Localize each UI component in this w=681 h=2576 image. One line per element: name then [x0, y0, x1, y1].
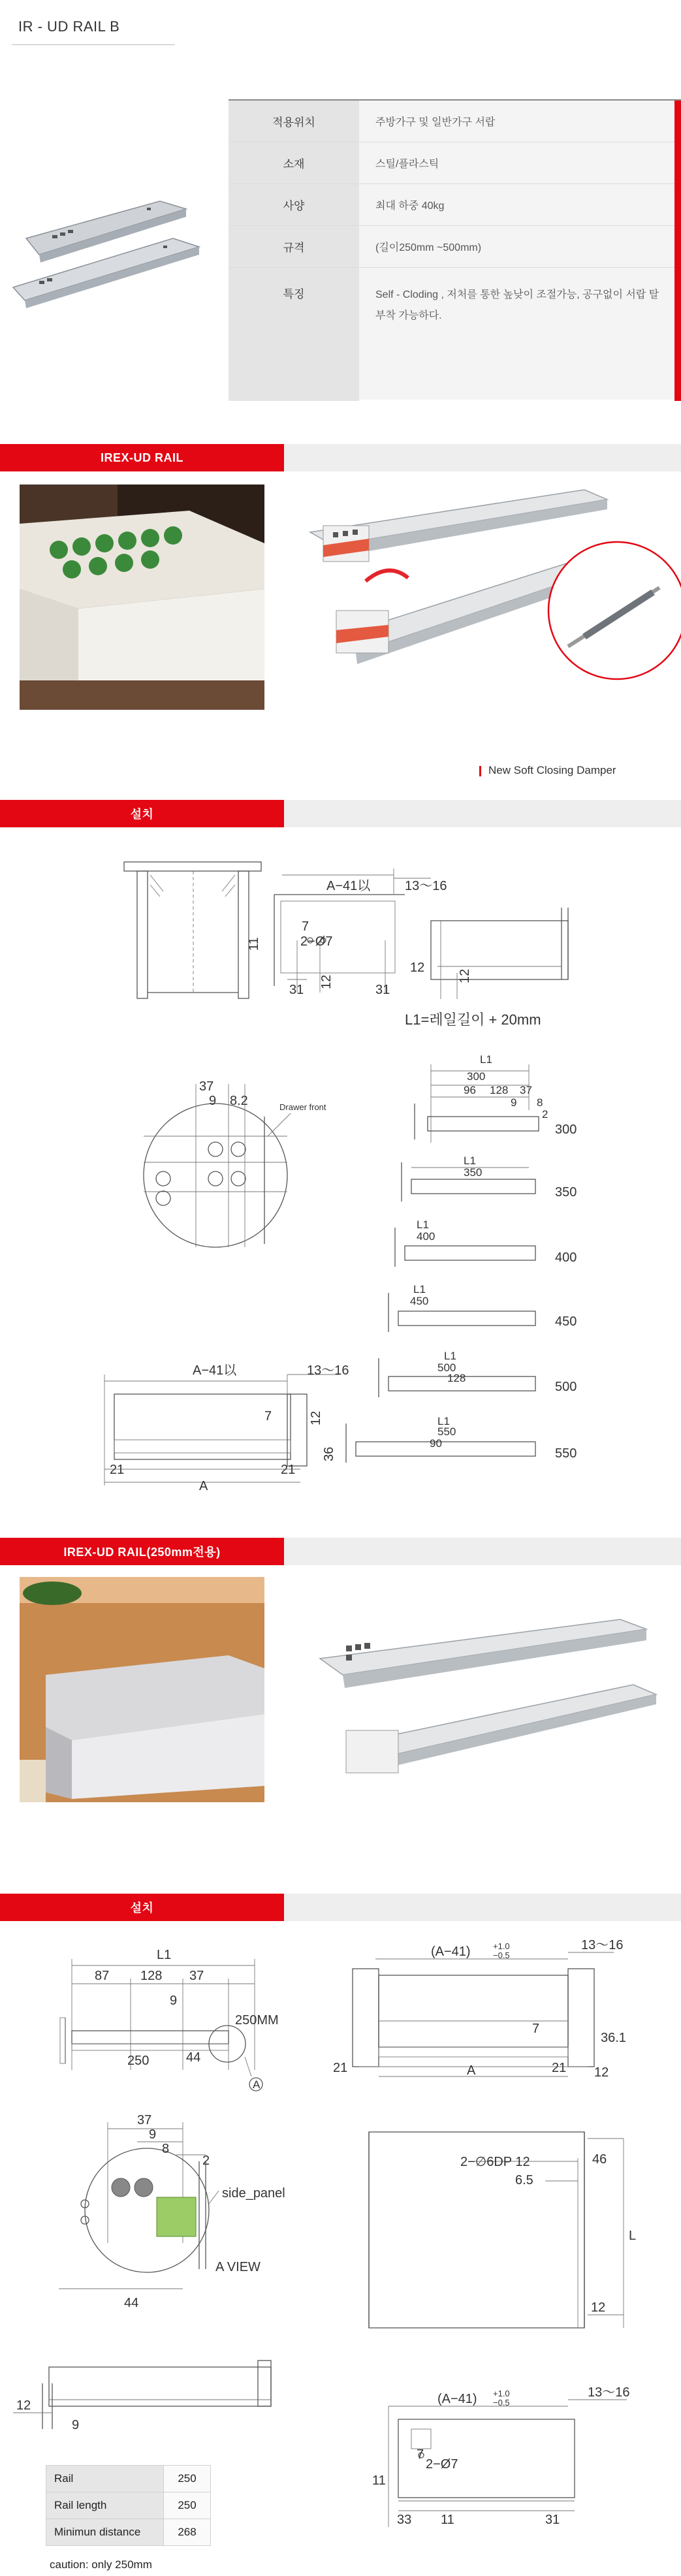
kitchen-drawer-photo [20, 485, 264, 710]
dim-a41: (A−41) [431, 1945, 471, 1959]
cabinet-250-drawing [333, 1930, 659, 2080]
dim-44: 44 [186, 2050, 201, 2065]
dim-12b: 12 [410, 961, 425, 975]
dim-250: 250 [127, 2054, 150, 2068]
dim-a41: A−41以 [326, 879, 371, 893]
dim-8-2: 8.2 [230, 1094, 248, 1108]
dim-9: 9 [511, 1096, 517, 1109]
dim-9: 9 [209, 1094, 217, 1108]
spec-value: Self - Cloding , 저처를 통한 높낮이 조절가능, 공구없이 서랍 탈부착 가능하다. [375, 289, 659, 321]
dim-a41: (A−41) [437, 2392, 477, 2406]
hole-pattern-drawing [131, 1077, 326, 1260]
dim-37: 37 [520, 1084, 532, 1096]
spec-value: 주방가구 및 일반가구 서랍 [375, 117, 496, 128]
section-bar-install [0, 800, 681, 827]
dim-450-top: 450 [410, 1295, 429, 1307]
side-panel-label: side_panel [222, 2186, 285, 2201]
dim-21b: 21 [552, 2061, 567, 2075]
dim-31b: 31 [375, 983, 390, 997]
dim-550-top: 550 [437, 1425, 456, 1438]
spec-key: 특징 [229, 268, 359, 401]
dim-21a: 21 [333, 2061, 348, 2075]
tol-down: −0.5 [493, 2398, 510, 2408]
spec-key: 적용위치 [229, 101, 359, 142]
dim-400-top: 400 [417, 1230, 436, 1243]
tol-down: −0.5 [493, 1950, 510, 1960]
dim-l1: L1 [157, 1948, 172, 1962]
section-title: 설치 [130, 808, 154, 821]
size-300: 300 [555, 1122, 577, 1137]
dim-250mm: 250MM [235, 2013, 279, 2027]
dim-11b: 11 [441, 2513, 454, 2527]
size-350: 350 [555, 1185, 577, 1200]
dim-36: 36 [322, 1446, 336, 1461]
section-bar-irex-250 [0, 1538, 681, 1565]
dim-l1-350: L1 [464, 1154, 476, 1167]
dim-128: 128 [140, 1969, 163, 1983]
spec-row-material [229, 142, 681, 184]
dim-11a: 11 [372, 2473, 386, 2488]
dim-range: 13～16 [588, 2385, 630, 2400]
dim-8: 8 [162, 2142, 170, 2156]
size-550: 550 [555, 1446, 577, 1461]
rail-spec-table [46, 2465, 211, 2546]
dim-300-top: 300 [467, 1070, 486, 1083]
dim-a: A [199, 1479, 208, 1493]
dim-range: 13～16 [405, 879, 447, 893]
spec-table [229, 99, 681, 400]
dim-11: 11 [247, 937, 261, 951]
rail-length-series [340, 1051, 601, 1476]
section-title: IREX-UD RAIL(250mm전용) [63, 1546, 221, 1559]
rail-key: Rail [46, 2466, 164, 2492]
dim-9: 9 [149, 2127, 157, 2142]
dim-8: 8 [537, 1096, 543, 1109]
spec-row-specification [229, 184, 681, 226]
a-view-title: A VIEW [215, 2260, 261, 2274]
rail-key: Minimun distance [46, 2519, 164, 2546]
dim-12: 12 [309, 1410, 323, 1425]
dim-2phi7: 2−Ø7 [426, 2457, 458, 2472]
drawer-side-drawing [91, 1355, 353, 1492]
spec-value: (길이250mm ~500mm) [375, 242, 482, 253]
dim-7: 7 [264, 1409, 272, 1423]
spec-key: 사양 [229, 184, 359, 225]
drawer-photo-250 [20, 1577, 264, 1802]
dim-6-5: 6.5 [515, 2173, 533, 2187]
size-400: 400 [555, 1250, 577, 1265]
a-view-drawing [46, 2112, 320, 2321]
caution-note: caution: only 250mm [50, 2558, 152, 2571]
dim-range: 13～16 [307, 1363, 349, 1378]
spec-value: 스틸/플라스틱 [375, 159, 439, 170]
dim-9: 9 [72, 2418, 80, 2432]
spec-value: 최대 하중 40kg [375, 200, 445, 212]
dim-46: 46 [592, 2152, 607, 2167]
dim-128: 128 [490, 1084, 509, 1096]
section-bar-install-2 [0, 1894, 681, 1921]
dim-44: 44 [124, 2296, 139, 2310]
spec-key: 소재 [229, 142, 359, 183]
dim-l1-450: L1 [413, 1283, 426, 1296]
tol-up: +1.0 [493, 2389, 510, 2398]
dim-500-top: 500 [437, 1361, 456, 1374]
dim-7: 7 [302, 919, 309, 934]
table-row [46, 2466, 211, 2492]
size-450: 450 [555, 1314, 577, 1329]
dim-a: A [467, 2063, 476, 2078]
dim-87: 87 [95, 1969, 110, 1983]
dim-37: 37 [189, 1969, 204, 1983]
hole-depth-label: 2−∅6DP 12 [460, 2155, 530, 2169]
cabinet-side-drawing [362, 2119, 656, 2347]
dim-l1-400: L1 [417, 1218, 429, 1231]
damper-caption: New Soft Closing Damper [488, 764, 616, 776]
spec-row-size [229, 226, 681, 268]
dim-36-1: 36.1 [601, 2031, 626, 2045]
detail-a-marker: A [253, 2078, 261, 2091]
drawer-front-drawing [359, 2377, 666, 2534]
dim-2: 2 [202, 2154, 210, 2168]
dim-2phi7: 2−Ø7 [300, 934, 333, 949]
section-bar-irex [0, 444, 681, 471]
rail-key: Rail length [46, 2492, 164, 2519]
install-drawing-top [0, 849, 681, 1006]
dim-l1: L1 [480, 1053, 492, 1066]
rail-250-drawing [52, 1939, 300, 2103]
rail-value: 250 [164, 2466, 211, 2492]
rail-value: 268 [164, 2519, 211, 2546]
dim-12c: 12 [458, 968, 472, 983]
dim-33: 33 [397, 2513, 412, 2527]
dim-37: 37 [199, 1079, 214, 1094]
rail-image-250 [307, 1606, 681, 1789]
dim-l1-500: L1 [444, 1350, 456, 1362]
table-row [46, 2492, 211, 2519]
dim-21b: 21 [281, 1463, 296, 1477]
length-formula: L1=레일길이 + 20mm [405, 1011, 541, 1028]
rail-value: 250 [164, 2492, 211, 2519]
dim-7: 7 [532, 2022, 540, 2036]
dim-l: L [629, 2229, 637, 2243]
table-row [46, 2519, 211, 2546]
dim-range: 13～16 [581, 1938, 624, 1952]
dim-9: 9 [170, 1994, 178, 2008]
drawer-bottom-drawing [13, 2351, 274, 2442]
dim-21a: 21 [110, 1463, 125, 1477]
section-title: 설치 [130, 1901, 154, 1915]
dim-12: 12 [594, 2065, 609, 2080]
tol-up: +1.0 [493, 1941, 510, 1951]
section-title: IREX-UD RAIL [101, 451, 183, 464]
dim-12a: 12 [319, 974, 334, 989]
size-500: 500 [555, 1380, 577, 1394]
accent-bar [674, 101, 681, 401]
dim-31: 31 [545, 2513, 560, 2527]
dim-a41: A−41以 [193, 1363, 237, 1378]
spec-row-features [229, 268, 681, 401]
dim-350-top: 350 [464, 1166, 483, 1179]
dim-12: 12 [591, 2300, 606, 2315]
page-title: IR - UD RAIL B [18, 18, 120, 35]
dim-7: 7 [417, 2447, 424, 2462]
dim-96: 96 [464, 1084, 476, 1096]
dim-90: 90 [430, 1437, 442, 1450]
dim-2: 2 [542, 1108, 548, 1121]
drawer-front-label: Drawer front [279, 1102, 326, 1112]
dim-128-500: 128 [447, 1372, 466, 1384]
title-divider [12, 44, 175, 45]
dim-12: 12 [16, 2398, 31, 2413]
dim-l1-550: L1 [437, 1415, 450, 1427]
dim-37: 37 [137, 2113, 152, 2127]
rail-damper-image [297, 480, 681, 754]
spec-key: 규격 [229, 226, 359, 267]
spec-row-location [229, 101, 681, 142]
dim-31a: 31 [289, 983, 304, 997]
rail-product-image [0, 189, 215, 313]
